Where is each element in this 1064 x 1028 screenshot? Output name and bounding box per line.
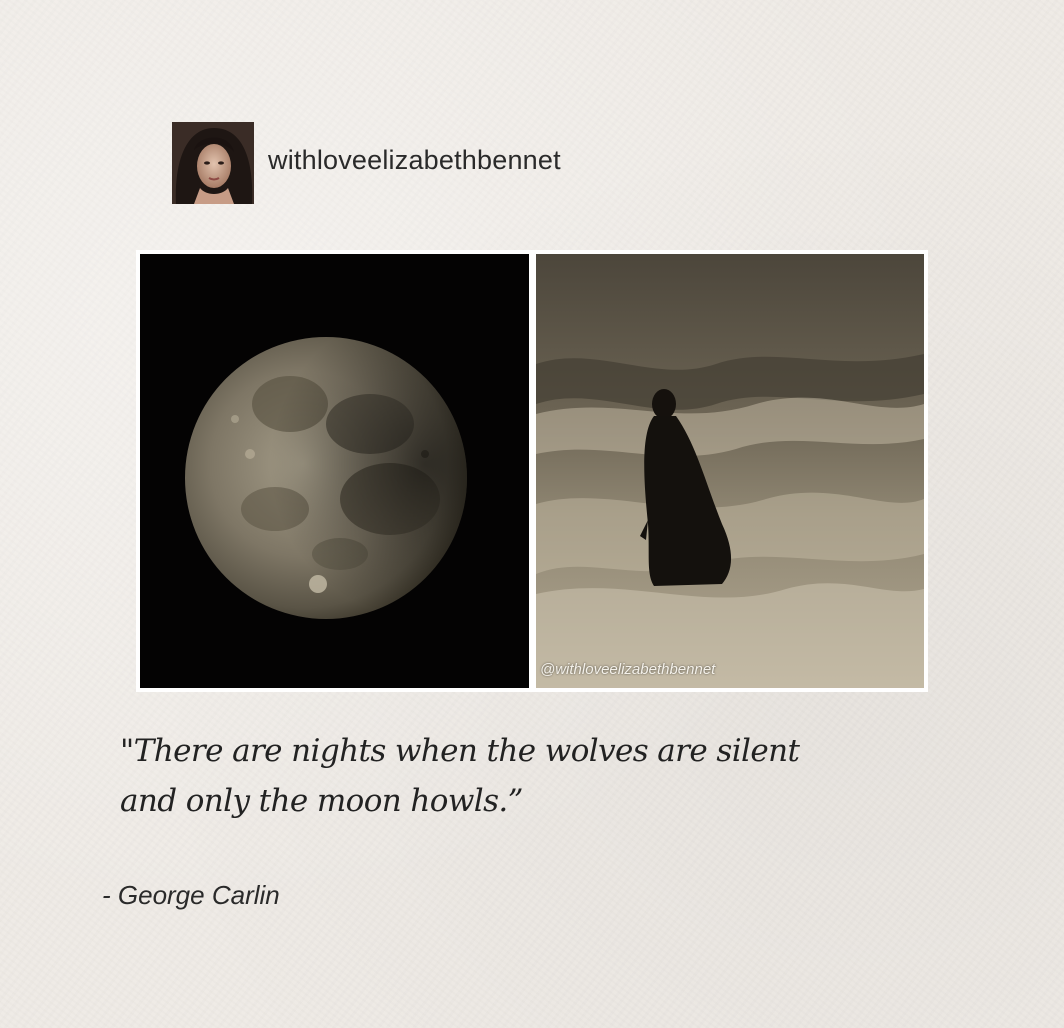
- username[interactable]: withloveelizabethbennet: [268, 144, 561, 175]
- image-collage: [136, 250, 928, 692]
- quote-author: - George Carlin: [102, 880, 280, 910]
- quote-line-2: and only the moon howls.”: [120, 783, 523, 819]
- quote-line-1: "There are nights when the wolves are silent: [120, 733, 800, 769]
- watermark: @withloveelizabethbennet: [540, 661, 716, 678]
- sea-figure-image: [536, 254, 924, 688]
- moon-image: [140, 254, 529, 688]
- avatar[interactable]: [172, 122, 254, 204]
- avatar-image: [172, 122, 254, 204]
- quote-text: [120, 726, 1000, 826]
- post-header: [172, 122, 561, 204]
